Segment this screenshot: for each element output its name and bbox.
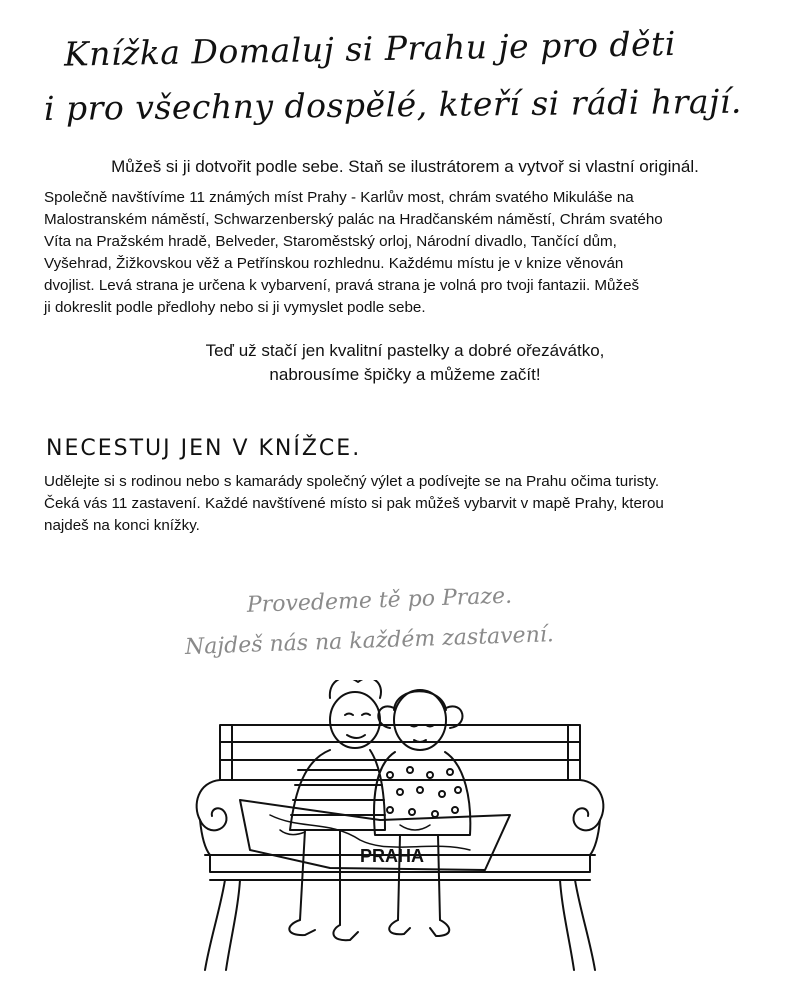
- children-on-bench-illustration: [180, 680, 620, 980]
- boy-figure-icon: [289, 680, 385, 940]
- paragraph-line: Čeká vás 11 zastavení. Každé navštívené místo si pak můžeš vybarvit v mapě Prahy, kterou: [44, 495, 664, 512]
- paragraph-line: Společně navštívíme 11 známých míst Prahy - Karlův most, chrám svatého Mikuláše na: [44, 189, 634, 206]
- centered-line: Teď už stačí jen kvalitní pastelky a dobré ořezávátko,: [205, 341, 605, 360]
- paragraph-line: Malostranském náměstí, Schwarzenberský palác na Hradčanském náměstí, Chrám svatého: [44, 211, 663, 228]
- paragraph-line: ji dokreslit podle předlohy nebo si ji vymyslet podle sebe.: [44, 299, 426, 316]
- paragraph-line: Udělejte si s rodinou nebo s kamarády společný výlet a podívejte se na Prahu očima turisty.: [44, 473, 660, 490]
- centered-line: nabrousíme špičky a můžeme začít!: [269, 365, 541, 384]
- handwritten-title: [43, 23, 774, 136]
- paragraph-line: Víta na Pražském hradě, Belveder, Staroměstský orloj, Národní divadlo, Tančící dům,: [44, 233, 617, 250]
- section-heading: NECESTUJ JEN V KNÍŽCE.: [46, 436, 362, 461]
- trip-paragraph: [44, 471, 774, 537]
- illustration-caption: [184, 583, 605, 668]
- map-label: PRAHA: [360, 846, 425, 866]
- caption-line: Provedeme tě po Praze.: [246, 583, 513, 618]
- intro-paragraph: [44, 187, 764, 319]
- paragraph-line: Vyšehrad, Žižkovskou věž a Petřínskou rozhlednu. Každému místu je v knize věnován: [44, 255, 624, 272]
- girl-figure-icon: [374, 690, 470, 936]
- caption-line: Najdeš nás na každém zastavení.: [184, 622, 555, 660]
- lead-sentence: Můžeš si ji dotvořit podle sebe. Staň se ilustrátorem a vytvoř si vlastní originál.: [111, 157, 699, 176]
- paragraph-line: najdeš na konci knížky.: [44, 517, 200, 534]
- title-line-1: Knížka Domaluj si Prahu je pro děti: [63, 23, 677, 74]
- centered-text: [40, 339, 770, 387]
- title-line-2: i pro všechny dospělé, kteří si rádi hrají.: [43, 81, 743, 128]
- paragraph-line: dvojlist. Levá strana je určena k vybarvení, pravá strana je volná pro tvoji fantazii. Můžeš: [44, 277, 640, 294]
